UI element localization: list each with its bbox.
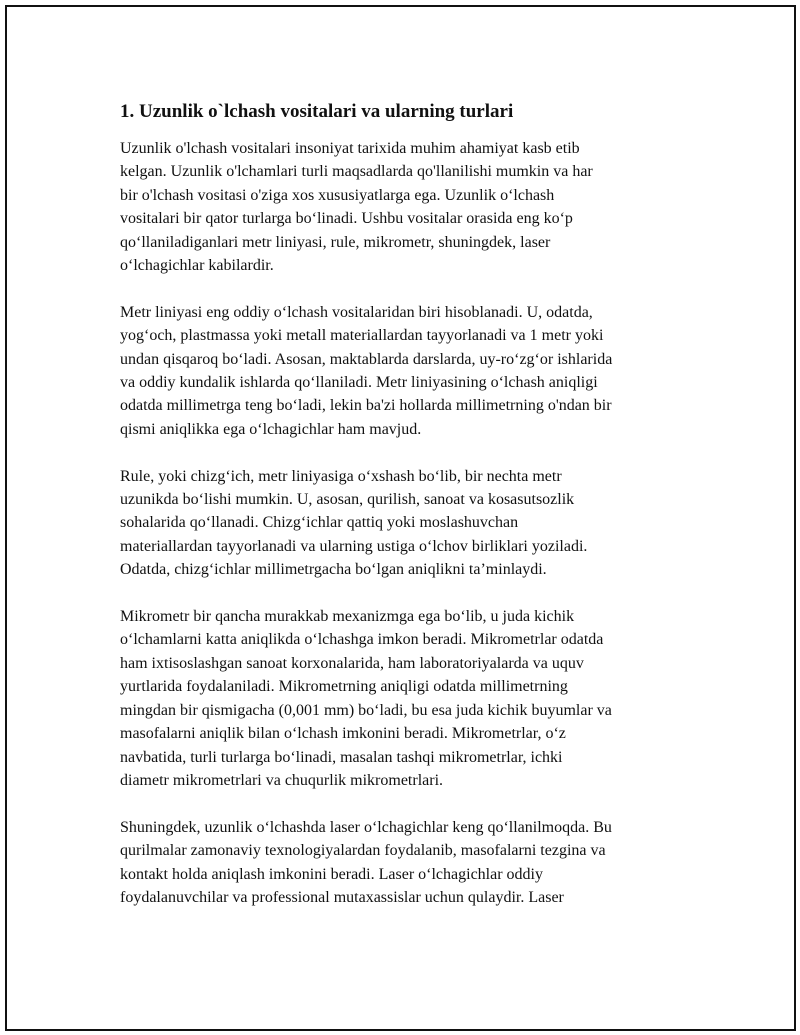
text-line: vositalari bir qator turlarga bo‘linadi. Ushbu vositalar orasida eng ko‘p xyxy=(120,210,573,228)
text-line: undan qisqaroq bo‘ladi. Asosan, maktablarda darslarda, uy-ro‘zg‘or ishlarida xyxy=(120,350,613,368)
text-line: Mikrometr bir qancha murakkab mexanizmga ega bo‘lib, u juda kichik xyxy=(120,608,575,626)
text-line: yurtlarida foydalaniladi. Mikrometrning aniqligi odatda millimetrning xyxy=(120,678,568,696)
text-line: kelgan. Uzunlik o'lchamlari turli maqsadlarda qo'llanilishi mumkin va har xyxy=(120,163,593,181)
text-line: kontakt holda aniqlash imkonini beradi. Laser o‘lchagichlar oddiy xyxy=(120,865,543,883)
paragraph-mikrometr xyxy=(120,605,710,792)
text-line: Shuningdek, uzunlik o‘lchashda laser o‘lchagichlar keng qo‘llanilmoqda. Bu xyxy=(120,818,612,836)
section-heading: 1. Uzunlik o`lchash vositalari va ularning turlari xyxy=(120,101,514,122)
text-line: uzunikda bo‘lishi mumkin. U, asosan, qurilish, sanoat va kosasutsozlik xyxy=(120,491,575,509)
text-line: Rule, yoki chizg‘ich, metr liniyasiga o‘xshash bo‘lib, bir nechta metr xyxy=(120,467,562,485)
text-line: qurilmalar zamonaviy texnologiyalardan foydalanib, masofalarni tezgina va xyxy=(120,842,606,860)
paragraph-intro xyxy=(120,137,710,277)
text-line: va oddiy kundalik ishlarda qo‘llaniladi. Metr liniyasining o‘lchash aniqligi xyxy=(120,374,598,392)
text-line: o‘lchagichlar kabilardir. xyxy=(120,257,274,275)
text-line: ham ixtisoslashgan sanoat korxonalarida, ham laboratoriyalarda va uquv xyxy=(120,654,584,672)
document-body xyxy=(120,99,710,933)
text-line: materiallardan tayyorlanadi va ularning ustiga o‘lchov birliklari yoziladi. xyxy=(120,537,588,555)
text-line: yog‘och, plastmassa yoki metall materiallardan tayyorlanadi va 1 metr yoki xyxy=(120,327,604,345)
text-line: o‘lchamlarni katta aniqlikda o‘lchashga imkon beradi. Mikrometrlar odatda xyxy=(120,631,604,649)
paragraph-rule xyxy=(120,465,710,582)
text-line: sohalarida qo‘llanadi. Chizg‘ichlar qattiq yoki moslashuvchan xyxy=(120,514,519,532)
text-line: odatda millimetrga teng bo‘ladi, lekin ba'zi hollarda millimetrning o'ndan bir xyxy=(120,397,612,415)
text-line: diametr mikrometrlari va chuqurlik mikrometrlari. xyxy=(120,771,444,789)
paragraph-laser xyxy=(120,816,710,910)
text-line: qismi aniqlikka ega o‘lchagichlar ham mavjud. xyxy=(120,420,422,438)
paragraph-metr-liniyasi xyxy=(120,301,710,441)
text-line: foydalanuvchilar va professional mutaxassislar uchun qulaydir. Laser xyxy=(120,888,564,906)
text-line: mingdan bir qismigacha (0,001 mm) bo‘ladi, bu esa juda kichik buyumlar va xyxy=(120,701,612,719)
text-line: Odatda, chizg‘ichlar millimetrgacha bo‘lgan aniqlikni ta’minlaydi. xyxy=(120,561,547,579)
page-frame xyxy=(5,5,796,1031)
text-line: masofalarni aniqlik bilan o‘lchash imkonini beradi. Mikrometrlar, o‘z xyxy=(120,725,566,743)
text-line: navbatida, turli turlarga bo‘linadi, masalan tashqi mikrometrlar, ichki xyxy=(120,748,563,766)
text-line: qo‘llaniladiganlari metr liniyasi, rule, mikrometr, shuningdek, laser xyxy=(120,233,551,251)
text-line: Metr liniyasi eng oddiy o‘lchash vositalaridan biri hisoblanadi. U, odatda, xyxy=(120,303,593,321)
text-line: bir o'lchash vositasi o'ziga xos xususiyatlarga ega. Uzunlik o‘lchash xyxy=(120,186,555,204)
text-line: Uzunlik o'lchash vositalari insoniyat tarixida muhim ahamiyat kasb etib xyxy=(120,140,580,157)
